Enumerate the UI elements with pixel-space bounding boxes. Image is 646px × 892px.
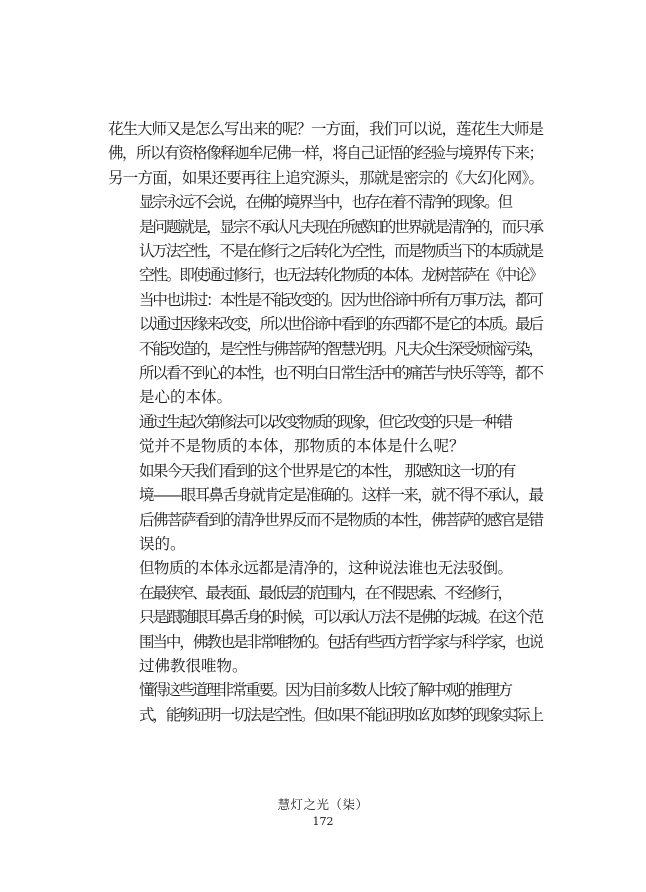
text-line: 认万法空性，不是在修行之后转化为空性，而是物质当下的本质就是 — [139, 242, 542, 261]
text-line: 只是跟随眼耳鼻舌身的时候，可以承认万法不是佛的坛城。在这个范 — [139, 608, 542, 627]
text-line: 佛，所以有资格像释迦牟尼佛一样，将自己证悟的经验与境界传下来； — [108, 144, 543, 163]
text-line: 通过生起次第修法可以改变物质的现象，但它改变的只是一种错 — [139, 412, 511, 431]
text-line: 误的。 — [139, 534, 186, 553]
text-line: 花生大师又是怎么写出来的呢？一方面，我们可以说，莲花生大师是 — [108, 120, 543, 138]
paragraph — [108, 678, 544, 727]
text-line: 觉并不是物质的本体，那物质的本体是什么呢？ — [139, 437, 465, 456]
text-line: 后佛菩萨看到的清净世界反而不是物质的本性，佛菩萨的感官是错 — [139, 510, 543, 529]
paragraph — [108, 581, 544, 679]
text-line: 懂得这些道理非常重要。因为目前多数人比较了解中观的推理方 — [139, 681, 511, 700]
text-line: 是问题就是，显宗不承认凡夫现在所感知的世界就是清净的，而只承 — [139, 217, 542, 236]
text-line: 过佛教很唯物。 — [139, 656, 248, 675]
footer-book-title: 慧灯之光（柒） — [277, 797, 369, 812]
text-line: 所以看不到心的本性，也不明白日常生活中的痛苦与快乐等等，都不 — [139, 364, 542, 383]
text-line: 不能改造的，是空性与佛菩萨的智慧光明。凡夫众生深受烦恼污染， — [139, 339, 542, 358]
paragraph — [108, 190, 544, 410]
body-text — [108, 117, 544, 727]
text-line: 式，能够证明一切法是空性。但如果不能证明如幻如梦的现象实际上 — [139, 705, 542, 724]
page-number: 172 — [312, 815, 334, 828]
paragraph — [108, 556, 544, 580]
text-line: 但物质的本体永远都是清净的，这种说法谁也无法驳倒。 — [139, 559, 513, 578]
text-line: 在最狭窄、最表面、最低层的范围内，在不假思索、不经修行， — [139, 583, 511, 602]
text-line: 空性。即使通过修行，也无法转化物质的本体。龙树菩萨在《中论》 — [139, 266, 542, 285]
text-line: 围当中，佛教也是非常唯物的。包括有些西方哲学家与科学家，也说 — [139, 632, 542, 651]
paragraph — [108, 117, 544, 190]
text-line: 以通过因缘来改变，所以世俗谛中看到的东西都不是它的本质。最后 — [139, 315, 542, 334]
text-line: 另一方面，如果还要再往上追究源头，那就是密宗的《大幻化网》。 — [108, 168, 544, 187]
text-line: 境——眼耳鼻舌身就肯定是准确的。这样一来，就不得不承认，最 — [139, 486, 543, 505]
paragraph — [108, 459, 544, 557]
paragraph — [108, 410, 544, 459]
text-line: 是心的本体。 — [139, 388, 233, 407]
text-line: 当中也讲过：本性是不能改变的。因为世俗谛中所有万事万法，都可 — [139, 290, 542, 309]
text-line: 如果今天我们看到的这个世界是它的本性， 那感知这一切的有 — [139, 461, 515, 480]
text-line: 显宗永远不会说，在佛的境界当中，也存在着不清净的现象。但 — [139, 193, 511, 212]
